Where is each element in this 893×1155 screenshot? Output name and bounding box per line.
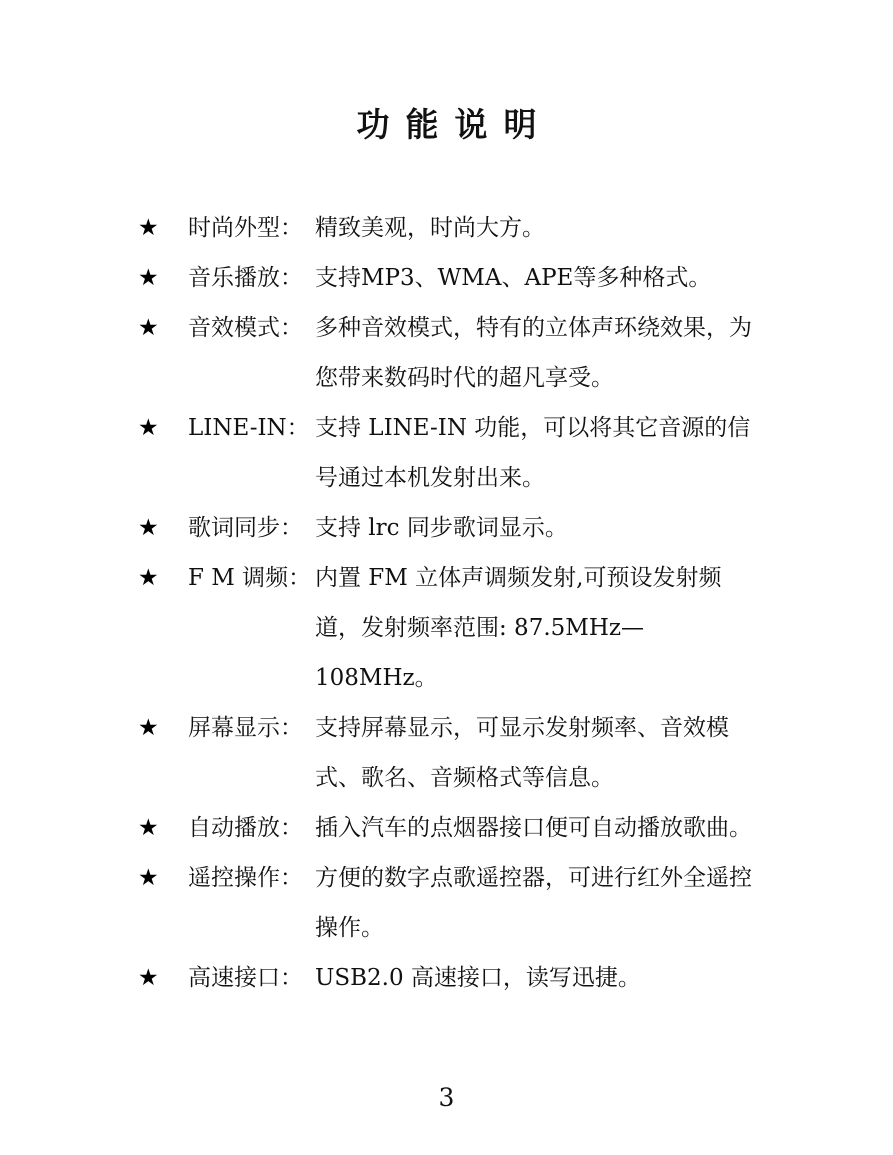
feature-item <box>138 503 778 553</box>
page-number: 3 <box>438 1083 455 1112</box>
page-title: 功能说明 <box>356 105 553 144</box>
feature-item <box>138 403 778 503</box>
feature-list <box>138 203 778 1003</box>
feature-label: 遥控操作： <box>188 865 303 891</box>
feature-desc: 内置 FM 立体声调频发射,可预设发射频道，发射频率范围: 87.5MHz—108MHz。 <box>315 565 722 691</box>
feature-label: 高速接口： <box>188 965 303 991</box>
star-icon: ★ <box>138 265 159 291</box>
feature-desc: 支持MP3、WMA、APE等多种格式。 <box>315 265 712 291</box>
feature-label: F M 调频： <box>188 565 312 591</box>
feature-item <box>138 253 778 303</box>
feature-desc: 支持 LINE-IN 功能，可以将其它音源的信号通过本机发射出来。 <box>315 415 751 491</box>
feature-desc: 方便的数字点歌遥控器，可进行红外全遥控操作。 <box>315 865 752 941</box>
star-icon: ★ <box>138 715 159 741</box>
star-icon: ★ <box>138 815 159 841</box>
feature-desc: 插入汽车的点烟器接口便可自动播放歌曲。 <box>315 815 752 841</box>
star-icon: ★ <box>138 315 159 341</box>
feature-item <box>138 853 778 953</box>
feature-desc: USB2.0 高速接口，读写迅捷。 <box>315 965 641 991</box>
feature-label: 屏幕显示： <box>188 715 303 741</box>
feature-item <box>138 303 778 403</box>
feature-label: 音乐播放： <box>188 265 303 291</box>
star-icon: ★ <box>138 215 159 241</box>
feature-label: 自动播放： <box>188 815 303 841</box>
feature-item <box>138 553 778 703</box>
feature-item <box>138 203 778 253</box>
feature-desc: 精致美观，时尚大方。 <box>315 215 545 241</box>
feature-item <box>138 803 778 853</box>
feature-item <box>138 953 778 1003</box>
star-icon: ★ <box>138 415 159 441</box>
feature-desc: 多种音效模式，特有的立体声环绕效果，为您带来数码时代的超凡享受。 <box>315 315 752 391</box>
feature-desc: 支持屏幕显示，可显示发射频率、音效模式、歌名、音频格式等信息。 <box>315 715 729 791</box>
feature-label: 歌词同步： <box>188 515 303 541</box>
star-icon: ★ <box>138 565 159 591</box>
star-icon: ★ <box>138 865 159 891</box>
star-icon: ★ <box>138 515 159 541</box>
star-icon: ★ <box>138 965 159 991</box>
feature-label: 时尚外型： <box>188 215 303 241</box>
feature-label: 音效模式： <box>188 315 303 341</box>
feature-label: LINE-IN： <box>188 415 310 441</box>
feature-item <box>138 703 778 803</box>
feature-desc: 支持 lrc 同步歌词显示。 <box>315 515 568 541</box>
